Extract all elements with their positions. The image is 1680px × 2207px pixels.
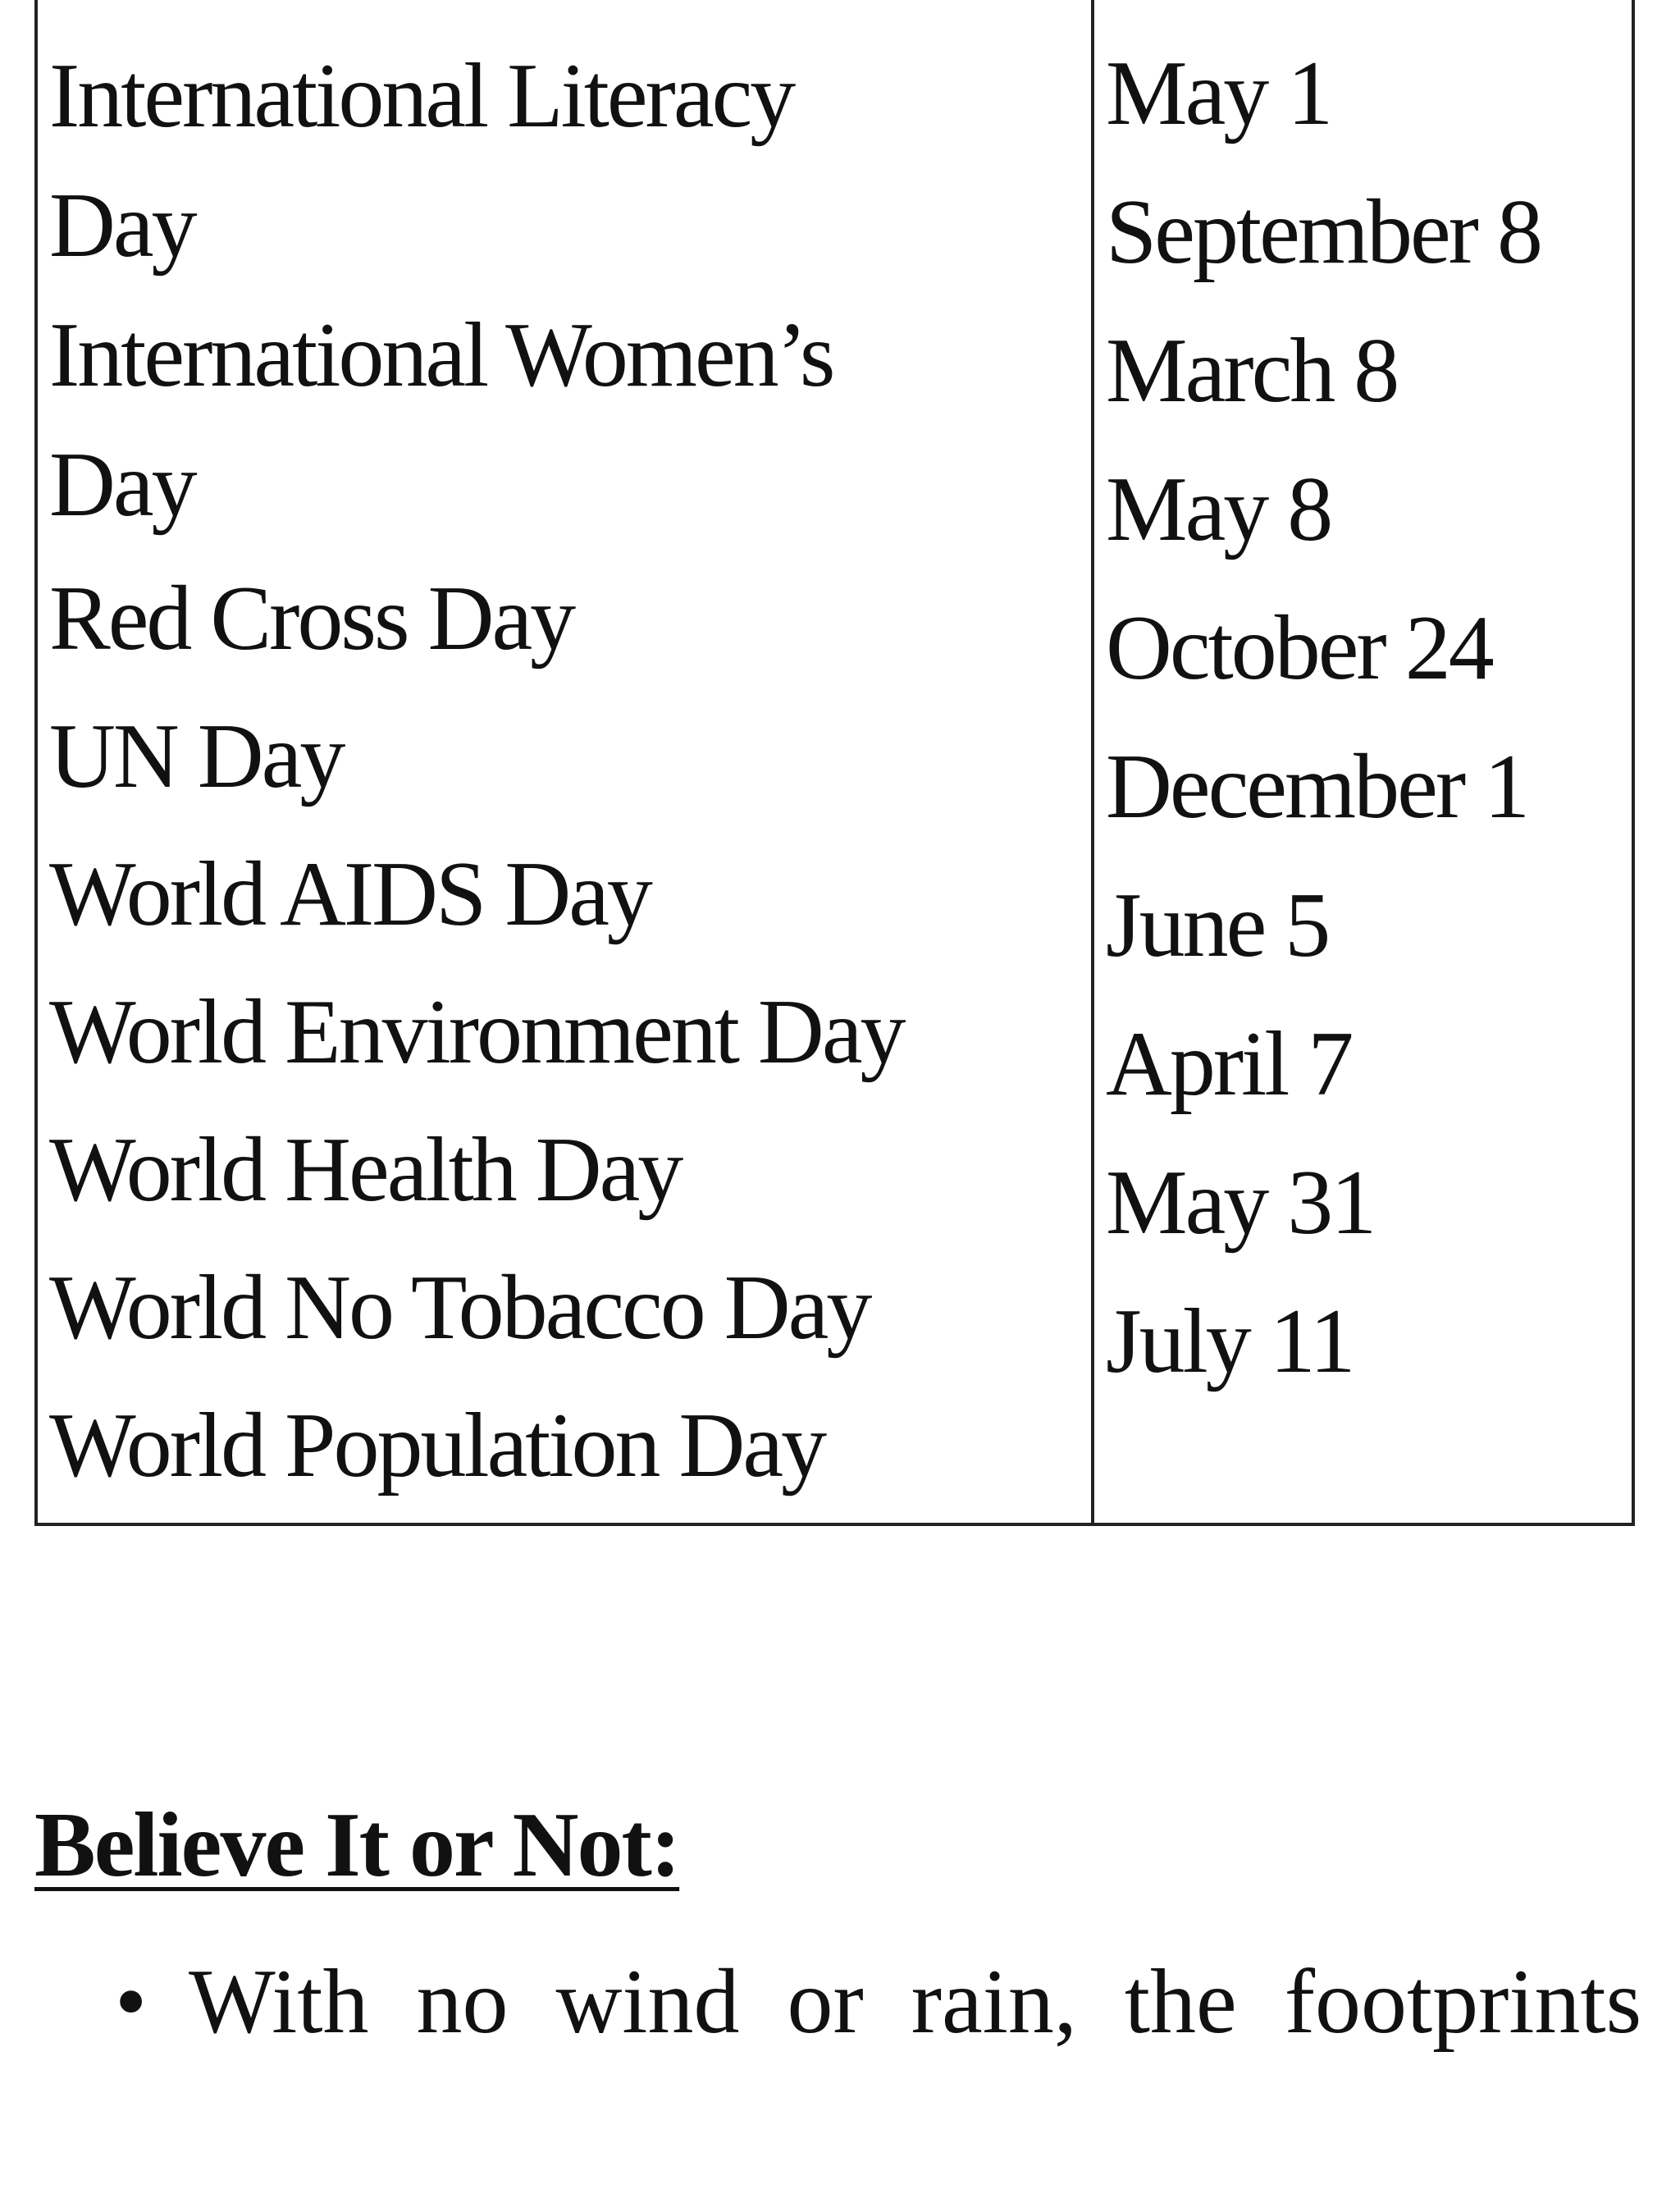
date-item: December 1 xyxy=(1106,736,1528,838)
date-item: July 11 xyxy=(1106,1291,1354,1392)
event-item: World AIDS Day xyxy=(49,843,651,945)
date-item: March 8 xyxy=(1106,320,1398,422)
event-item: International Women’s Day xyxy=(49,304,833,536)
dates-column xyxy=(1106,25,1541,1411)
event-item: International Literacy Day xyxy=(49,45,794,276)
fact-text: With no wind or rain, the footprints xyxy=(189,1951,1642,2053)
date-item: May 31 xyxy=(1106,1152,1375,1254)
column-divider xyxy=(1091,0,1094,1523)
fact-item xyxy=(115,1944,1641,2059)
bullet-icon: • xyxy=(115,1951,148,2053)
event-item: World Population Day xyxy=(49,1395,825,1496)
date-item: May 1 xyxy=(1106,43,1331,144)
section-heading: Believe It or Not: xyxy=(34,1794,680,1896)
event-item: UN Day xyxy=(49,706,344,807)
event-item: Red Cross Day xyxy=(49,568,574,669)
event-item: World Health Day xyxy=(49,1119,682,1221)
date-item: May 8 xyxy=(1106,459,1331,560)
event-item: World No Tobacco Day xyxy=(49,1257,870,1359)
event-item: World Environment Day xyxy=(49,981,904,1083)
matching-table xyxy=(34,0,1635,1526)
date-item: June 5 xyxy=(1106,875,1329,976)
date-item: October 24 xyxy=(1106,597,1492,699)
date-item: April 7 xyxy=(1106,1013,1352,1115)
events-column xyxy=(49,31,952,1515)
fact-list xyxy=(115,1944,1641,2059)
date-item: September 8 xyxy=(1106,181,1541,283)
